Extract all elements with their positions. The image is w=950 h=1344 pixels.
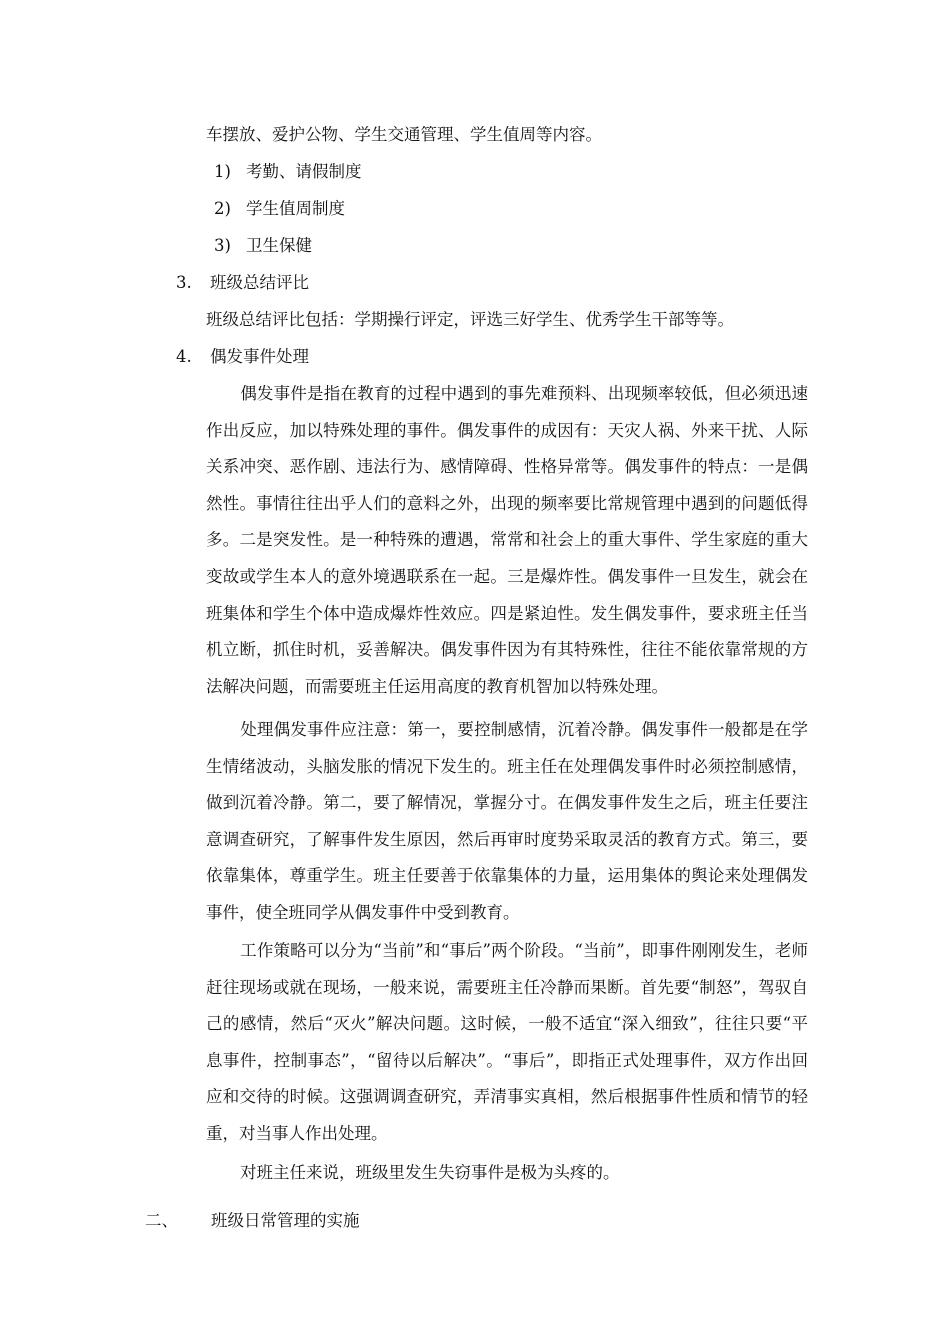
sub-item-number: 3) [214, 236, 231, 255]
sub-item-health [214, 234, 312, 258]
sub-item-duty [214, 197, 345, 221]
paragraph-incident-definition: 偶发事件是指在教育的过程中遇到的事先难预料、出现频率较低，但必须迅速作出反应，加以特殊处理的事件。偶发事件的成因有：天灾人祸、外来干扰、人际关系冲突、恶作剧、违法行为、感情障碍、性格异常等。偶发事件的特点：一是偶然性。事情往往出乎人们的意料之外，出现的频率要比常规管理中遇到的问题低得多。二是突发性。是一种特殊的遭遇，常常和社会上的重大事件、学生家庭的重大变故或学生本人的意外境遇联系在一起。三是爆炸性。偶发事件一旦发生，就会在班集体和学生个体中造成爆炸性效应。四是紧迫性。发生偶发事件，要求班主任当机立断，抓住时机，妥善解决。偶发事件因为有其特殊性，往往不能依靠常规的方法解决问题，而需要班主任运用高度的教育机智加以特殊处理。 [206, 384, 808, 696]
section-number: 二、 [145, 1211, 178, 1230]
sub-item-attendance [214, 160, 362, 184]
sub-item-number: 2) [214, 199, 231, 218]
sub-item-number: 1) [214, 162, 231, 181]
paragraph-incident-principles: 处理偶发事件应注意：第一，要控制感情，沉着冷静。偶发事件一般都是在学生情绪波动，头脑发胀的情况下发生的。班主任在处理偶发事件时必须控制感情，做到沉着冷静。第二，要了解情况，掌握分寸。在偶发事件发生之后，班主任要注意调查研究，了解事件发生原因，然后再审时度势采取灵活的教育方式。第三，要依靠集体，尊重学生。班主任要善于依靠集体的力量，运用集体的舆论来处理偶发事件，使全班同学从偶发事件中受到教育。 [206, 720, 808, 922]
heading-number: 4. [176, 347, 192, 366]
heading-incident-handling [176, 345, 309, 369]
heading-number: 3. [176, 273, 192, 292]
heading-text: 班级总结评比 [210, 273, 309, 292]
sub-item-text: 学生值周制度 [246, 199, 345, 218]
heading-text: 偶发事件处理 [210, 347, 309, 366]
sub-item-text: 卫生保健 [246, 236, 312, 255]
section-heading [145, 1209, 360, 1233]
sub-item-text: 考勤、请假制度 [246, 162, 362, 181]
paragraph-theft-incident: 对班主任来说，班级里发生失窃事件是极为头疼的。 [240, 1163, 620, 1182]
heading-class-evaluation [176, 271, 309, 295]
section-title: 班级日常管理的实施 [211, 1211, 360, 1230]
continued-line: 车摆放、爱护公物、学生交通管理、学生值周等内容。 [206, 125, 602, 144]
paragraph-work-strategy: 工作策略可以分为“当前”和“事后”两个阶段。“当前”，即事件刚刚发生，老师赶往现场或就在现场，一般来说，需要班主任冷静而果断。首先要“制怒”，驾驭自己的感情，然后“灭火”解决问题。这时候，一般不适宜“深入细致”，往往只要“平息事件，控制事态”，“留待以后解决”。“事后”，即指正式处理事件，双方作出回应和交待的时候。这强调调查研究，弄清事实真相，然后根据事件性质和情节的轻重，对当事人作出处理。 [206, 941, 808, 1143]
evaluation-summary: 班级总结评比包括：学期操行评定，评选三好学生、优秀学生干部等等。 [206, 310, 734, 329]
